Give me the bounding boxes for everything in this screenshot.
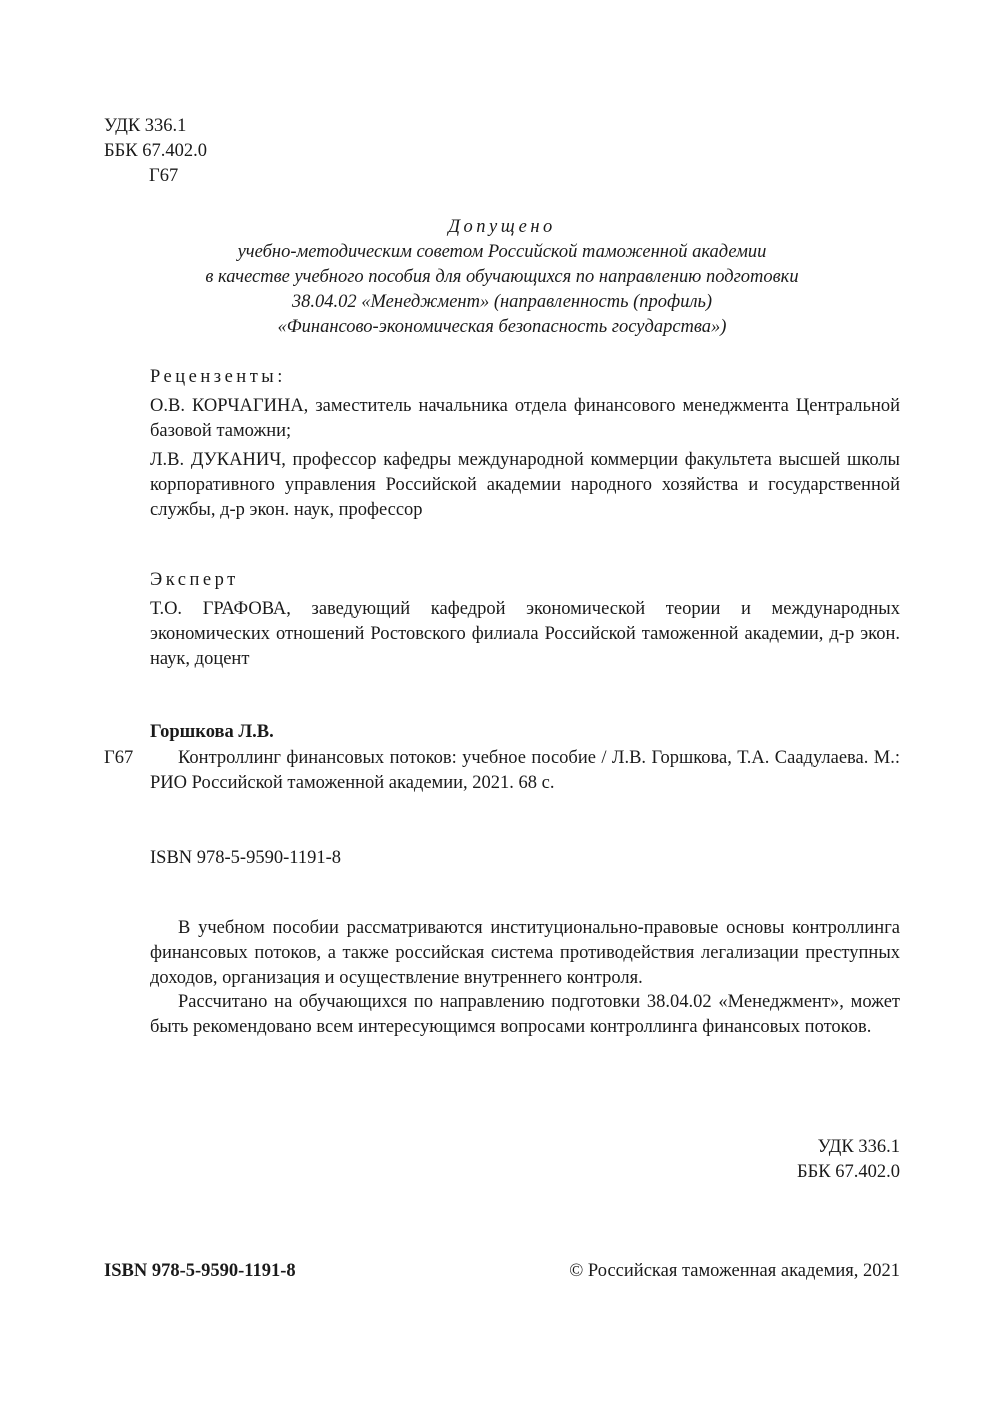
approval-line: 38.04.02 «Менеджмент» (направленность (профиль)	[291, 292, 713, 312]
classification-codes	[104, 114, 207, 189]
approval-block	[104, 215, 900, 340]
expert-heading: Эксперт	[150, 570, 239, 590]
bibliography-isbn: ISBN 978-5-9590-1191-8	[150, 848, 341, 868]
bibliography-mark: Г67	[104, 748, 134, 768]
footer-udk-code: УДК 336.1	[817, 1137, 900, 1157]
bibliography-author: Горшкова Л.В.	[150, 722, 274, 742]
approval-line: в качестве учебного пособия для обучающихся по направлению подготовки	[205, 267, 799, 287]
footer-isbn: ISBN 978-5-9590-1191-8	[104, 1261, 296, 1281]
udk-code: УДК 336.1	[104, 116, 187, 136]
expert-text: Т.О. ГРАФОВА, заведующий кафедрой экономической теории и международных экономических отношений Ростовского филиала Российской таможенной академии, д-р экон. наук, доцент	[150, 599, 900, 669]
approval-line: «Финансово-экономическая безопасность государства»)	[277, 317, 727, 337]
bbk-code: ББК 67.402.0	[104, 141, 207, 161]
bibliography-text: Контроллинг финансовых потоков: учебное пособие / Л.В. Горшкова, Т.А. Саадулаева. М.: РИО Российской таможенной академии, 2021. 68 с.	[150, 748, 900, 793]
author-mark: Г67	[149, 166, 179, 186]
footer-bbk-code: ББК 67.402.0	[797, 1162, 900, 1182]
reviewers-heading: Рецензенты:	[150, 367, 286, 387]
reviewer-item: Л.В. ДУКАНИЧ, профессор кафедры международной коммерции факультета высшей школы корпоративного управления Российской академии народного хозяйства и государственной службы, д-р экон. наук, профессор	[150, 450, 900, 520]
annotation-paragraph: Рассчитано на обучающихся по направлению подготовки 38.04.02 «Менеджмент», может быть рекомендовано всем интересующимся вопросами контроллинга финансовых потоков.	[150, 992, 900, 1037]
approval-title: Допущено	[448, 217, 556, 237]
approval-line: учебно-методическим советом Российской таможенной академии	[237, 242, 767, 262]
copyright-notice: © Российская таможенная академия, 2021	[569, 1261, 900, 1281]
annotation-paragraph: В учебном пособии рассматриваются институционально-правовые основы контроллинга финансовых потоков, а также российская система противодействия легализации преступных доходов, организация и осуществление внутреннего контроля.	[150, 918, 900, 988]
reviewer-item: О.В. КОРЧАГИНА, заместитель начальника отдела финансового менеджмента Центральной базовой таможни;	[150, 396, 900, 441]
